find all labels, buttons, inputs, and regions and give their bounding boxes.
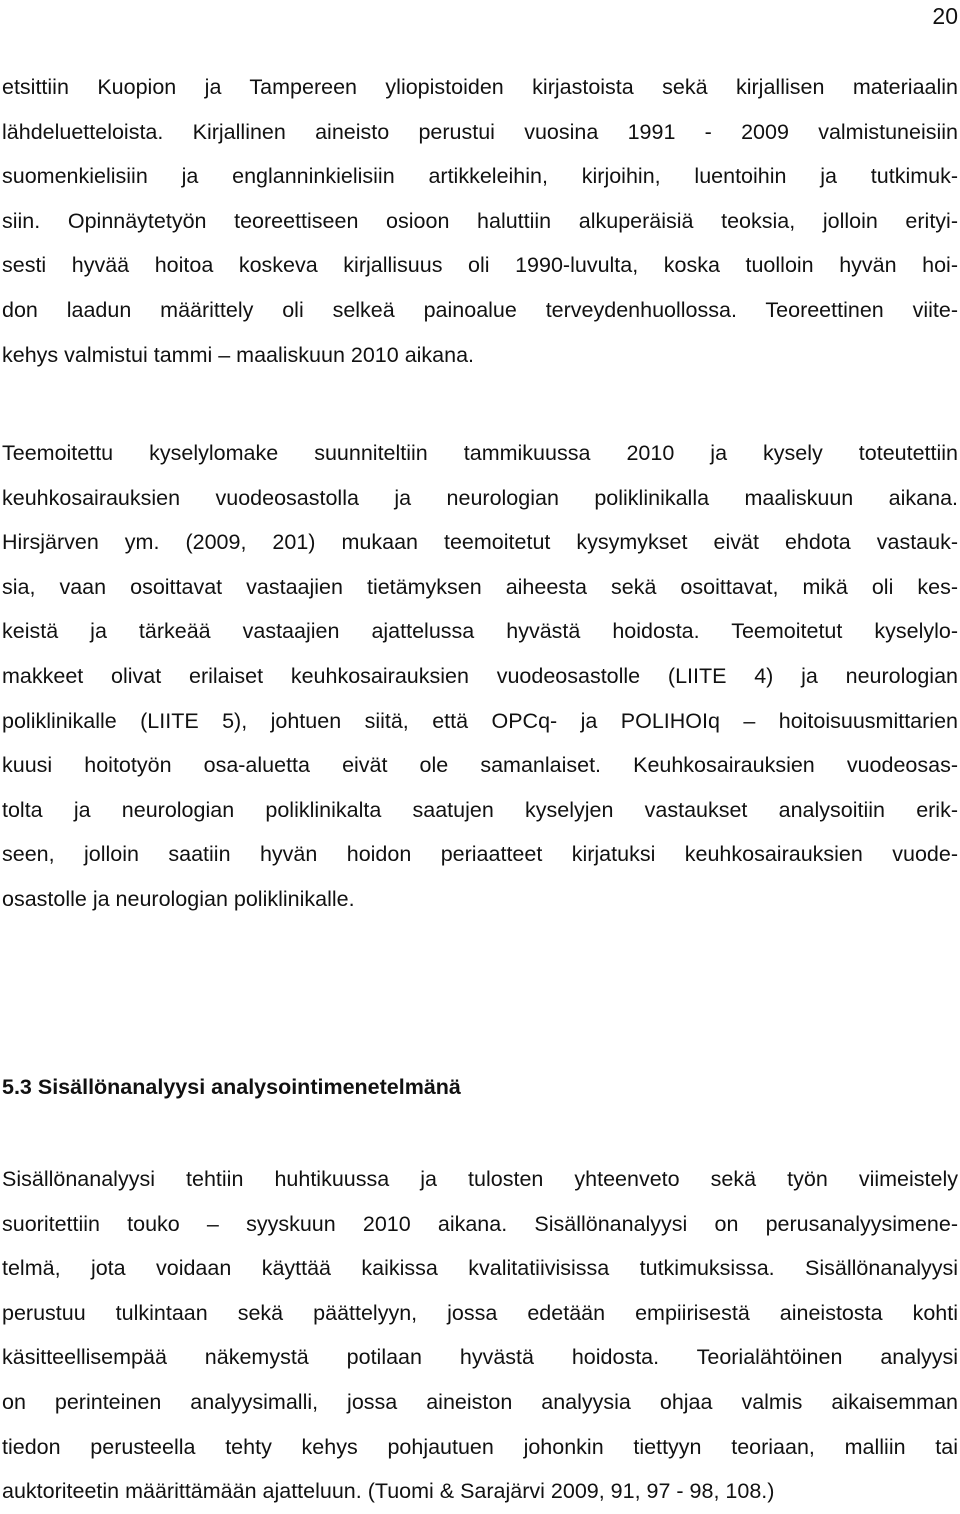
text-line: kehys valmistui tammi – maaliskuun 2010 aikana. [2,342,475,367]
text-line: Teemoitettu kyselylomake suunniteltiin tammikuussa 2010 ja kysely toteutettiin [2,441,958,465]
text-line: suoritettiin touko – syyskuun 2010 aikana. Sisällönanalyysi on perusanalyysimene- [2,1211,958,1236]
text-line: käsitteellisempää näkemystä potilaan hyvästä hoidosta. Teorialähtöinen analyysi [2,1345,958,1370]
page-number: 20 [932,3,958,29]
text-line: keuhkosairauksien vuodeosastolla ja neurologian poliklinikalla maaliskuun aikana. [2,485,958,510]
text-line: perustuu tulkintaan sekä päättelyyn, jossa edetään empiirisestä aineistosta kohti [2,1300,958,1325]
text-line: etsittiin Kuopion ja Tampereen yliopistoiden kirjastoista sekä kirjallisen materiaalin [2,75,958,99]
paragraph-content-analysis [2,1157,958,1514]
text-line: lähdeluetteloista. Kirjallinen aineisto perustui vuosina 1991 - 2009 valmistuneisiin [2,119,958,144]
text-line: sesti hyvää hoitoa koskeva kirjallisuus oli 1990-luvulta, koska tuolloin hyvän hoi- [2,253,958,278]
text-line: seen, jolloin saatiin hyvän hoidon periaatteet kirjatuksi keuhkosairauksien vuode- [2,842,958,867]
text-line: sia, vaan osoittavat vastaajien tietämyksen aiheesta sekä osoittavat, mikä oli kes- [2,574,958,599]
text-line: tolta ja neurologian poliklinikalta saatujen kyselyjen vastaukset analysoitiin erik- [2,797,958,822]
paragraph-questionnaire [2,431,958,922]
text-line: siin. Opinnäytetyön teoreettiseen osioon haluttiin alkuperäisiä teoksia, jolloin erityi- [2,208,958,233]
text-line: telmä, jota voidaan käyttää kaikissa kvalitatiivisissa tutkimuksissa. Sisällönanalyysi [2,1256,958,1281]
section-heading: 5.3 Sisällönanalyysi analysointimenetelmänä [2,1075,461,1099]
text-line: auktoriteetin määrittämään ajatteluun. (Tuomi & Sarajärvi 2009, 91, 97 - 98, 108.) [2,1479,775,1504]
paragraph-literature-search [2,65,958,377]
text-line: Hirsjärven ym. (2009, 201) mukaan teemoitetut kysymykset eivät ehdota vastauk- [2,530,958,555]
text-line: kuusi hoitotyön osa-aluetta eivät ole samanlaiset. Keuhkosairauksien vuodeosas- [2,753,958,778]
text-line: osastolle ja neurologian poliklinikalle. [2,886,355,911]
text-line: don laadun määrittely oli selkeä painoalue terveydenhuollossa. Teoreettinen viite- [2,297,958,322]
text-line: Sisällönanalyysi tehtiin huhtikuussa ja tulosten yhteenveto sekä työn viimeistely [2,1167,958,1191]
text-line: on perinteinen analyysimalli, jossa aineiston analyysia ohjaa valmis aikaisemman [2,1389,958,1414]
text-line: makkeet olivat erilaiset keuhkosairauksien vuodeosastolle (LIITE 4) ja neurologian [2,663,958,688]
text-line: suomenkielisiin ja englanninkielisiin artikkeleihin, kirjoihin, luentoihin ja tutkimuk- [2,164,958,189]
text-line: tiedon perusteella tehty kehys pohjautuen johonkin tiettyyn teoriaan, malliin tai [2,1434,958,1459]
text-line: keistä ja tärkeää vastaajien ajattelussa hyvästä hoidosta. Teemoitetut kyselylo- [2,619,958,644]
text-line: poliklinikalle (LIITE 5), johtuen siitä, että OPCq- ja POLIHOIq – hoitoisuusmittarien [2,708,958,733]
